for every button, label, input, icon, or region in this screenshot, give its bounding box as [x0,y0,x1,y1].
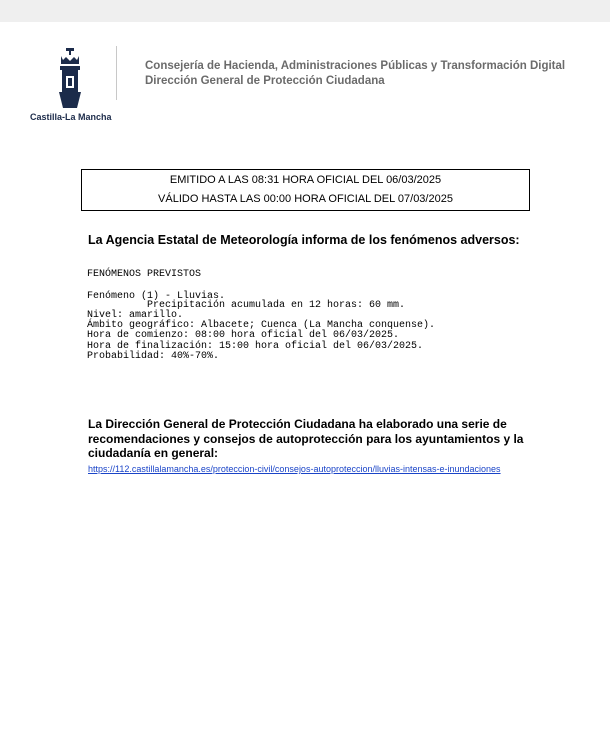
castilla-la-mancha-logo [30,48,112,124]
phenomenon-line: Fenómeno (1) - Lluvias. [87,291,226,302]
validity-box [81,169,530,211]
valid-until-time: VÁLIDO HASTA LAS 00:00 HORA OFICIAL DEL 07/03/2025 [158,193,453,205]
top-bar [0,0,610,22]
notice-heading: La Agencia Estatal de Meteorología informa de los fenómenos adversos: [88,233,520,247]
recommendations-link[interactable]: https://112.castillalamancha.es/proteccion-civil/consejos-autoproteccion/lluvias-intensas-e-inundaciones [88,464,501,474]
directorate-name: Dirección General de Protección Ciudadana [145,75,385,87]
end-time-line: Hora de finalización: 15:00 hora oficial del 06/03/2025. [87,341,424,352]
recommendations-text: La Dirección General de Protección Ciudadana ha elaborado una serie de recomendaciones y consejos de autoprotección para los ayuntamientos y la ciudadanía en general: [88,417,524,460]
area-line: Ámbito geográfico: Albacete; Cuenca (La Mancha conquense). [87,320,436,331]
precipitation-line: Precipitación acumulada en 12 horas: 60 mm. [147,300,406,311]
castle-crown-icon [57,48,83,110]
start-time-line: Hora de comienzo: 08:00 hora oficial del 06/03/2025. [87,330,400,341]
header-divider [116,46,117,100]
issued-time: EMITIDO A LAS 08:31 HORA OFICIAL DEL 06/03/2025 [169,174,442,186]
department-name: Consejería de Hacienda, Administraciones Públicas y Transformación Digital [145,60,566,72]
section-title: FENÓMENOS PREVISTOS [87,269,202,280]
probability-line: Probabilidad: 40%-70%. [87,351,220,362]
level-line: Nivel: amarillo. [87,310,184,321]
logo-text: Castilla-La Mancha [30,112,112,122]
document-page [0,22,610,746]
